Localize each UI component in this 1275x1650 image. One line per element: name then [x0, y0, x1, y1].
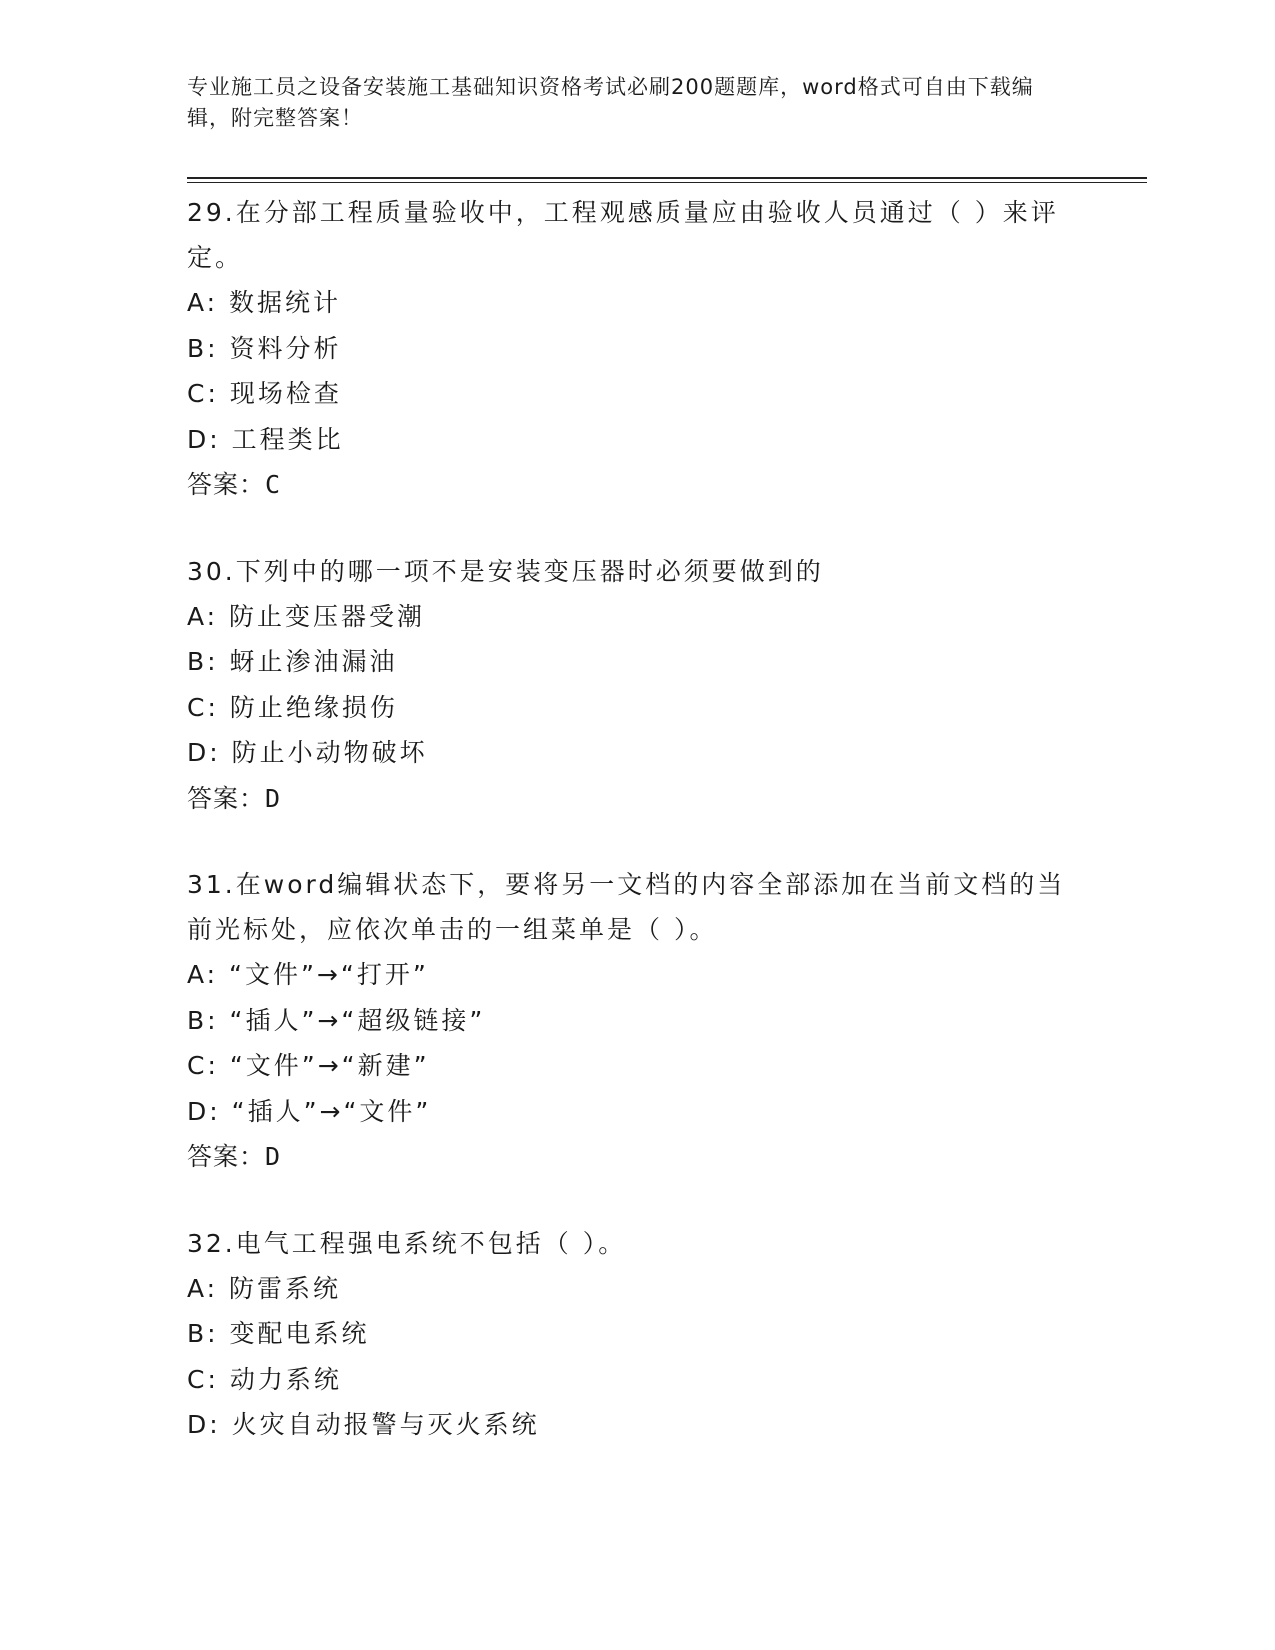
- answer-value: D: [265, 783, 282, 813]
- option-d: D: “插人”→“文件”: [187, 1096, 432, 1126]
- option-c: C: 现场检查: [187, 379, 342, 408]
- option-d: D: 防止小动物破坏: [187, 738, 428, 767]
- question-30: [187, 549, 1067, 822]
- answer-label: 答案：: [187, 1142, 266, 1171]
- question-stem: 32.电气工程强电系统不包括（ ）。: [187, 1228, 627, 1258]
- header-rule-thick: [187, 177, 1147, 179]
- option-d: D: 工程类比: [187, 424, 344, 454]
- question-stem: 30.下列中的哪一项不是安装变压器时必须要做到的: [187, 556, 824, 586]
- option-d: D: 火灾自动报警与灭火系统: [187, 1410, 540, 1439]
- header-rule-thin: [187, 182, 1147, 183]
- option-a: A: 数据统计: [187, 288, 342, 317]
- answer-line: [187, 462, 1067, 508]
- option-b: B: 资料分析: [187, 333, 342, 363]
- answer-label: 答案：: [187, 470, 266, 499]
- answer-line: [187, 1134, 1067, 1180]
- question-stem: 31.在word编辑状态下，要将另一文档的内容全部添加在当前文档的当前光标处，应依次单击的一组菜单是（ ）。: [187, 870, 1066, 944]
- question-32: [187, 1221, 1067, 1448]
- option-c: C: 动力系统: [187, 1364, 342, 1394]
- answer-value: D: [265, 1142, 282, 1171]
- answer-label: 答案：: [187, 783, 266, 813]
- option-b: B: “插人”→“超级链接”: [187, 1005, 486, 1035]
- question-31: [187, 862, 1067, 1180]
- answer-value: C: [265, 470, 282, 499]
- option-c: C: 防止绝缘损伤: [187, 692, 398, 722]
- question-stem: 29.在分部工程质量验收中，工程观感质量应由验收人员通过（ ）来评定。: [187, 198, 1059, 272]
- answer-line: [187, 776, 1067, 822]
- option-c: C: “文件”→“新建”: [187, 1051, 430, 1080]
- option-a: A: “文件”→“打开”: [187, 960, 429, 989]
- option-b: B: 蚜止渗油漏油: [187, 647, 398, 676]
- option-b: B: 变配电系统: [187, 1319, 370, 1348]
- question-list: [187, 190, 1067, 1489]
- option-a: A: 防止变压器受潮: [187, 601, 426, 631]
- option-a: A: 防雷系统: [187, 1273, 342, 1303]
- document-header: 专业施工员之设备安装施工基础知识资格考试必刷200题题库，word格式可自由下载编辑，附完整答案！: [187, 75, 1034, 130]
- question-29: [187, 190, 1067, 508]
